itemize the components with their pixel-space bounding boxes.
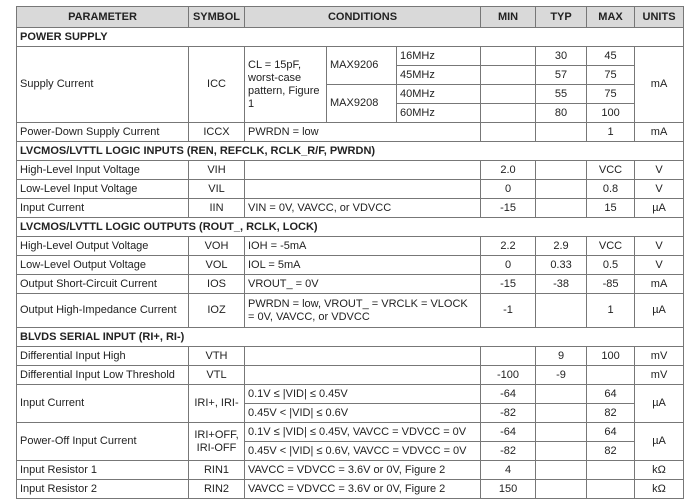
electrical-characteristics-table [16,6,684,499]
header-conditions: CONDITIONS [245,7,481,28]
table-row [17,275,684,294]
unit-cell: mA [635,275,684,294]
max-cell: 1 [587,294,635,328]
symbol-cell: RIN1 [189,461,245,480]
table-row [17,180,684,199]
table-row [17,461,684,480]
unit-cell: µA [635,423,684,461]
max-cell: 100 [587,104,635,123]
max-cell: 82 [587,442,635,461]
condition-cell [245,347,481,366]
min-cell: 2.2 [481,237,536,256]
symbol-cell: VIH [189,161,245,180]
header-symbol: SYMBOL [189,7,245,28]
section-power-supply: POWER SUPPLY [17,28,684,47]
section-blvds: BLVDS SERIAL INPUT (RI+, RI-) [17,328,684,347]
min-cell [481,85,536,104]
typ-cell: 2.9 [536,237,587,256]
typ-cell: 30 [536,47,587,66]
typ-cell [536,294,587,328]
parameter-cell: Differential Input High [17,347,189,366]
typ-cell: 55 [536,85,587,104]
condition-cell: VROUT_ = 0V [245,275,481,294]
max-cell [587,461,635,480]
supply-current-parameter: Supply Current [17,47,189,123]
condition-cell: PWRDN = low, VROUT_ = VRCLK = VLOCK = 0V, VAVCC, or VDVCC [245,294,481,328]
max-cell: 15 [587,199,635,218]
max-cell: 82 [587,404,635,423]
symbol-cell: VOL [189,256,245,275]
section-lvcmos-inputs: LVCMOS/LVTTL LOGIC INPUTS (REN, REFCLK, RCLK_R/F, PWRDN) [17,142,684,161]
typ-cell [536,442,587,461]
section-lvcmos-outputs: LVCMOS/LVTTL LOGIC OUTPUTS (ROUT_, RCLK, LOCK) [17,218,684,237]
min-cell [481,347,536,366]
min-cell: -1 [481,294,536,328]
condition-cell: VAVCC = VDVCC = 3.6V or 0V, Figure 2 [245,480,481,499]
condition-cell: VIN = 0V, VAVCC, or VDVCC [245,199,481,218]
parameter-cell: Output Short-Circuit Current [17,275,189,294]
max-cell: 100 [587,347,635,366]
typ-cell [536,461,587,480]
symbol-cell: VOH [189,237,245,256]
max-cell [587,480,635,499]
typ-cell [536,385,587,404]
min-cell: -64 [481,423,536,442]
min-cell: -82 [481,442,536,461]
min-cell: 2.0 [481,161,536,180]
table-row [17,480,684,499]
header-typ: TYP [536,7,587,28]
header-min: MIN [481,7,536,28]
min-cell [481,47,536,66]
typ-cell [536,161,587,180]
symbol-cell: IRI+OFF, IRI-OFF [189,423,245,461]
symbol-cell: IOS [189,275,245,294]
max-cell [587,366,635,385]
typ-cell: 57 [536,66,587,85]
parameter-cell: Input Resistor 2 [17,480,189,499]
condition-cell [245,180,481,199]
condition-cell: 0.1V ≤ |VID| ≤ 0.45V, VAVCC = VDVCC = 0V [245,423,481,442]
freq-cell: 40MHz [397,85,481,104]
typ-cell: 9 [536,347,587,366]
table-row [17,385,684,404]
device-max9206: MAX9206 [327,47,397,85]
max-cell: 75 [587,85,635,104]
min-cell: -100 [481,366,536,385]
table-row [17,161,684,180]
parameter-cell: Input Resistor 1 [17,461,189,480]
min-cell: -64 [481,385,536,404]
freq-cell: 16MHz [397,47,481,66]
typ-cell [536,480,587,499]
symbol-cell: IIN [189,199,245,218]
max-cell: 75 [587,66,635,85]
condition-cell: IOH = -5mA [245,237,481,256]
table-row [17,237,684,256]
symbol-cell: IRI+, IRI- [189,385,245,423]
symbol-cell: VIL [189,180,245,199]
table-row [17,294,684,328]
freq-cell: 60MHz [397,104,481,123]
table-row [17,366,684,385]
max-cell: 64 [587,423,635,442]
header-units: UNITS [635,7,684,28]
table-row [17,256,684,275]
typ-cell: 0.33 [536,256,587,275]
min-cell [481,66,536,85]
parameter-cell: Low-Level Output Voltage [17,256,189,275]
unit-cell: mA [635,123,684,142]
unit-cell: µA [635,385,684,423]
table-row [17,199,684,218]
parameter-cell: Differential Input Low Threshold [17,366,189,385]
typ-cell [536,404,587,423]
typ-cell: 80 [536,104,587,123]
symbol-cell: RIN2 [189,480,245,499]
condition-cell: IOL = 5mA [245,256,481,275]
symbol-cell: ICCX [189,123,245,142]
unit-cell: V [635,161,684,180]
typ-cell: -38 [536,275,587,294]
unit-cell: mA [635,47,684,123]
min-cell: 0 [481,256,536,275]
typ-cell [536,423,587,442]
min-cell: -15 [481,199,536,218]
supply-current-symbol: ICC [189,47,245,123]
header-row [17,7,684,28]
typ-cell [536,123,587,142]
parameter-cell: Output High-Impedance Current [17,294,189,328]
supply-current-condition: CL = 15pF, worst-case pattern, Figure 1 [245,47,327,123]
unit-cell: V [635,256,684,275]
unit-cell: kΩ [635,480,684,499]
symbol-cell: VTL [189,366,245,385]
parameter-cell: Power-Down Supply Current [17,123,189,142]
parameter-cell: Input Current [17,385,189,423]
condition-cell: PWRDN = low [245,123,481,142]
device-max9208: MAX9208 [327,85,397,123]
typ-cell [536,180,587,199]
symbol-cell: VTH [189,347,245,366]
max-cell: VCC [587,161,635,180]
parameter-cell: Input Current [17,199,189,218]
max-cell: 0.5 [587,256,635,275]
unit-cell: µA [635,294,684,328]
parameter-cell: High-Level Input Voltage [17,161,189,180]
min-cell [481,123,536,142]
typ-cell [536,199,587,218]
unit-cell: V [635,237,684,256]
min-cell: -15 [481,275,536,294]
unit-cell: kΩ [635,461,684,480]
max-cell: 64 [587,385,635,404]
unit-cell: µA [635,199,684,218]
parameter-cell: Low-Level Input Voltage [17,180,189,199]
table-row [17,423,684,442]
unit-cell: mV [635,347,684,366]
table-row [17,123,684,142]
symbol-cell: IOZ [189,294,245,328]
parameter-cell: Power-Off Input Current [17,423,189,461]
condition-cell: 0.45V < |VID| ≤ 0.6V, VAVCC = VDVCC = 0V [245,442,481,461]
header-max: MAX [587,7,635,28]
condition-cell [245,366,481,385]
unit-cell: mV [635,366,684,385]
min-cell: 4 [481,461,536,480]
min-cell [481,104,536,123]
max-cell: -85 [587,275,635,294]
table-row [17,47,684,66]
typ-cell: -9 [536,366,587,385]
header-parameter: PARAMETER [17,7,189,28]
condition-cell [245,161,481,180]
parameter-cell: High-Level Output Voltage [17,237,189,256]
max-cell: 45 [587,47,635,66]
min-cell: 0 [481,180,536,199]
condition-cell: 0.1V ≤ |VID| ≤ 0.45V [245,385,481,404]
condition-cell: VAVCC = VDVCC = 3.6V or 0V, Figure 2 [245,461,481,480]
max-cell: 1 [587,123,635,142]
min-cell: 150 [481,480,536,499]
table-row [17,347,684,366]
freq-cell: 45MHz [397,66,481,85]
max-cell: 0.8 [587,180,635,199]
max-cell: VCC [587,237,635,256]
min-cell: -82 [481,404,536,423]
unit-cell: V [635,180,684,199]
condition-cell: 0.45V < |VID| ≤ 0.6V [245,404,481,423]
